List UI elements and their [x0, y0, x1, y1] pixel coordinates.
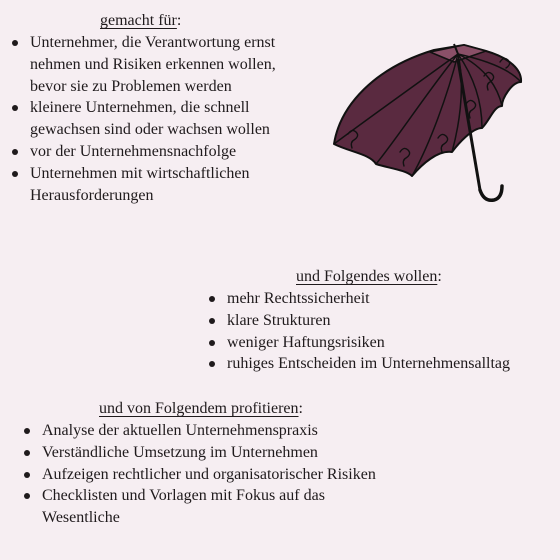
benefits-list [42, 420, 382, 529]
list-item: Checklisten und Vorlagen mit Fokus auf das Wesentliche [42, 485, 382, 529]
umbrella-handle [480, 186, 502, 200]
wishes-list [227, 288, 557, 375]
list-item: vor der Unternehmensnachfolge [30, 141, 292, 163]
target-audience-list [30, 32, 292, 206]
list-item: kleinere Unternehmen, die schnell gewachsen sind oder wachsen wollen [30, 97, 292, 141]
list-item: ruhiges Entscheiden im Unternehmensalltag [227, 353, 557, 375]
list-item: klare Strukturen [227, 310, 557, 332]
umbrella-icon [326, 40, 526, 205]
list-item: Aufzeigen rechtlicher und organisatorischer Risiken [42, 464, 382, 486]
benefits-heading: und von Folgendem profitieren: [99, 400, 303, 417]
list-item: Unternehmen mit wirtschaftlichen Herausforderungen [30, 163, 292, 207]
list-item: Unternehmer, die Verantwortung ernst nehmen und Risiken erkennen wollen, bevor sie zu Problemen werden [30, 32, 292, 97]
list-item: Verständliche Umsetzung im Unternehmen [42, 442, 382, 464]
wishes-heading: und Folgendes wollen: [296, 268, 442, 285]
list-item: weniger Haftungsrisiken [227, 332, 557, 354]
target-audience-heading: gemacht für: [100, 12, 182, 29]
list-item: Analyse der aktuellen Unternehmenspraxis [42, 420, 382, 442]
list-item: mehr Rechtssicherheit [227, 288, 557, 310]
